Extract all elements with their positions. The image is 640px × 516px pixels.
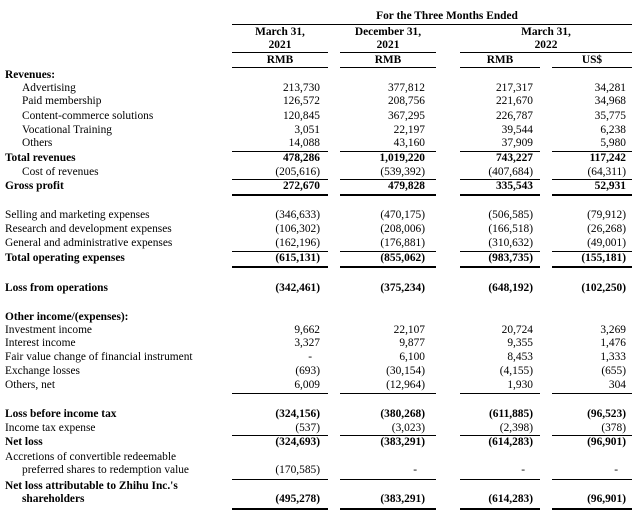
rule-line [460, 435, 540, 436]
header-rule [232, 24, 632, 25]
row-label: Net loss [5, 436, 43, 448]
row-value-col3: 39,544 [501, 124, 533, 136]
row-value-col2: (383,291) [380, 493, 425, 505]
rule-line [552, 393, 632, 394]
row-label: Gross profit [5, 180, 64, 192]
row-value-col1: 272,670 [282, 180, 320, 192]
rule-line [340, 194, 436, 196]
row-value-col1: (342,461) [275, 282, 320, 294]
row-value-col1: - [308, 351, 312, 363]
row-value-col1: 9,662 [294, 324, 320, 336]
period-span-title: For the Three Months Ended [376, 10, 518, 22]
rule-line [340, 393, 436, 394]
rule-line [232, 251, 328, 252]
row-value-col3: 9,355 [507, 337, 533, 349]
row-value-col2: 208,756 [387, 95, 425, 107]
row-label: Other income/(expenses): [5, 311, 129, 323]
row-value-col1: (537) [295, 422, 320, 434]
row-value-col2: (375,234) [380, 282, 425, 294]
col1-date: March 31, [255, 26, 305, 38]
row-label: Paid membership [22, 95, 102, 107]
row-value-col3: 8,453 [507, 351, 533, 363]
row-value-col3: (614,283) [488, 436, 533, 448]
row-value-col3: 743,227 [495, 152, 533, 164]
col3-year: 2022 [534, 39, 558, 51]
row-value-col4: (655) [601, 365, 626, 377]
rule-line [340, 266, 436, 268]
row-value-col2: (855,062) [380, 252, 425, 264]
row-value-col4: 35,775 [594, 110, 626, 122]
row-value-col2: 22,197 [393, 124, 425, 136]
row-value-col2: (470,175) [380, 209, 425, 221]
row-value-col1: (495,278) [275, 493, 320, 505]
col3-currency-rmb: RMB [486, 54, 514, 66]
rule-line [232, 194, 328, 196]
row-value-col4: (49,001) [587, 237, 626, 249]
row-value-col1: (170,585) [275, 464, 320, 476]
row-value-col4: (96,523) [587, 408, 626, 420]
row-value-col3: (506,585) [488, 209, 533, 221]
row-value-col3: 1,930 [507, 379, 533, 391]
rule-line [232, 151, 328, 152]
row-value-col2: 43,160 [393, 137, 425, 149]
col2-year: 2021 [376, 39, 400, 51]
currency-rule-3 [460, 67, 540, 68]
row-value-col3: (2,398) [499, 422, 533, 434]
row-value-col2: (3,023) [391, 422, 425, 434]
row-value-col1: 3,051 [294, 124, 320, 136]
row-value-col3: 20,724 [501, 324, 533, 336]
row-value-col3: (611,885) [489, 408, 533, 420]
row-value-col4: (102,250) [581, 282, 626, 294]
row-value-col1: 6,009 [294, 379, 320, 391]
row-value-col2: 1,019,220 [379, 152, 425, 164]
row-value-col3: (310,632) [488, 237, 533, 249]
col1-currency: RMB [266, 54, 294, 66]
rule-line [552, 151, 632, 152]
row-value-col3: 335,543 [495, 180, 533, 192]
row-value-col1: 213,730 [282, 82, 320, 94]
col3-rule [460, 52, 632, 53]
rule-line [460, 251, 540, 252]
rule-line [460, 393, 540, 394]
row-value-col1: (324,156) [275, 408, 320, 420]
currency-rule-4 [552, 67, 632, 68]
row-value-col3: (614,283) [488, 493, 533, 505]
row-value-col2: 377,812 [387, 82, 425, 94]
row-value-col2: - [413, 464, 417, 476]
row-value-col3: (983,735) [488, 252, 533, 264]
rule-line [552, 435, 632, 436]
col3-date: March 31, [521, 26, 571, 38]
row-value-col2: (383,291) [380, 436, 425, 448]
row-label: General and administrative expenses [5, 237, 173, 249]
row-value-col4: 6,238 [600, 124, 626, 136]
rule-line [552, 251, 632, 252]
rule-line [340, 479, 436, 480]
rule-line [552, 194, 632, 196]
row-value-col1: (162,196) [275, 237, 320, 249]
row-value-col1: (324,693) [275, 436, 320, 448]
row-value-col4: (79,912) [587, 209, 626, 221]
row-value-col1: 126,572 [282, 95, 320, 107]
row-value-col4: 5,980 [600, 137, 626, 149]
row-value-col2: 9,877 [399, 337, 425, 349]
row-value-col1: 478,286 [282, 152, 320, 164]
row-label: Net loss attributable to Zhihu Inc.'s [5, 480, 178, 492]
rule-line [340, 151, 436, 152]
row-value-col2: 22,107 [393, 324, 425, 336]
row-label: Accretions of convertible redeemable [5, 451, 177, 463]
row-value-col4: 1,333 [600, 351, 626, 363]
row-label: Loss from operations [5, 282, 108, 294]
rule-line [460, 266, 540, 268]
rule-line [552, 479, 632, 480]
row-value-col2: 367,295 [387, 110, 425, 122]
row-value-col4: 304 [608, 379, 626, 391]
row-value-col1: 3,327 [294, 337, 320, 349]
row-value-col2: (539,392) [380, 166, 425, 178]
row-value-col2: (30,154) [386, 365, 425, 377]
row-value-col3: - [521, 464, 525, 476]
currency-rule-1 [232, 67, 328, 68]
row-value-col3: (407,684) [488, 166, 533, 178]
row-value-col4: 34,281 [594, 82, 626, 94]
rule-line [232, 479, 328, 480]
row-value-col3: 37,909 [501, 137, 533, 149]
row-label: Total operating expenses [5, 252, 125, 264]
row-value-col1: (615,131) [275, 252, 320, 264]
row-label: Research and development expenses [5, 223, 172, 235]
rule-line [232, 179, 328, 180]
row-value-col4: (26,268) [587, 223, 626, 235]
row-value-col2: (380,268) [380, 408, 425, 420]
row-value-col2: (208,006) [380, 223, 425, 235]
row-value-col1: (106,302) [275, 223, 320, 235]
row-value-col1: 14,088 [288, 137, 320, 149]
rule-line [552, 179, 632, 180]
row-label: Vocational Training [22, 124, 112, 136]
row-value-col4: 3,269 [600, 324, 626, 336]
row-label: Revenues: [5, 69, 55, 81]
row-value-col1: (346,633) [275, 209, 320, 221]
rule-line [340, 435, 436, 436]
rule-line [232, 393, 328, 394]
row-label: preferred shares to redemption value [22, 464, 189, 476]
rule-line [460, 479, 540, 480]
row-label: Exchange losses [5, 365, 80, 377]
row-value-col4: (96,901) [587, 493, 626, 505]
row-value-col4: (64,311) [587, 166, 626, 178]
rule-line [340, 179, 436, 180]
row-label: Advertising [22, 82, 76, 94]
row-label: Total revenues [5, 152, 76, 164]
row-value-col3: (4,155) [499, 365, 533, 377]
row-value-col4: (96,901) [587, 436, 626, 448]
row-label: Investment income [5, 324, 92, 336]
col1-rule [232, 52, 328, 53]
row-value-col4: 52,931 [594, 180, 626, 192]
row-value-col3: (648,192) [488, 282, 533, 294]
row-label: Interest income [5, 337, 76, 349]
col2-date: December 31, [354, 26, 422, 38]
row-label: Others [22, 137, 53, 149]
row-value-col4: 1,476 [600, 337, 626, 349]
rule-line [460, 508, 540, 510]
col2-currency: RMB [374, 54, 402, 66]
rule-line [340, 251, 436, 252]
rule-line [340, 508, 436, 510]
row-value-col4: 117,242 [589, 152, 626, 164]
col1-year: 2021 [268, 39, 292, 51]
row-label: Loss before income tax [5, 408, 117, 420]
row-value-col1: 120,845 [282, 110, 320, 122]
row-label: shareholders [22, 493, 85, 505]
row-value-col3: 226,787 [495, 110, 533, 122]
row-value-col2: (12,964) [386, 379, 425, 391]
rule-line [232, 508, 328, 510]
row-label: Content-commerce solutions [22, 110, 154, 122]
row-value-col1: (693) [295, 365, 320, 377]
row-value-col4: - [614, 464, 618, 476]
row-value-col4: 34,968 [594, 95, 626, 107]
row-value-col2: (176,881) [380, 237, 425, 249]
row-value-col3: 221,670 [495, 95, 533, 107]
rule-line [460, 179, 540, 180]
row-value-col1: (205,616) [275, 166, 320, 178]
row-value-col3: (166,518) [488, 223, 533, 235]
rule-line [460, 194, 540, 196]
rule-line [552, 266, 632, 268]
rule-line [232, 266, 328, 268]
rule-line [232, 435, 328, 436]
row-value-col2: 479,828 [387, 180, 425, 192]
col2-rule [340, 52, 436, 53]
row-value-col4: (155,181) [581, 252, 626, 264]
row-label: Income tax expense [5, 422, 96, 434]
row-value-col3: 217,317 [495, 82, 533, 94]
rule-line [460, 151, 540, 152]
currency-rule-2 [340, 67, 436, 68]
rule-line [552, 508, 632, 510]
row-value-col2: 6,100 [399, 351, 425, 363]
row-value-col4: (378) [601, 422, 626, 434]
row-label: Others, net [5, 379, 55, 391]
row-label: Selling and marketing expenses [5, 209, 150, 221]
row-label: Fair value change of financial instrument [5, 351, 193, 363]
row-label: Cost of revenues [22, 166, 99, 178]
col4-currency-usd: US$ [581, 54, 603, 66]
